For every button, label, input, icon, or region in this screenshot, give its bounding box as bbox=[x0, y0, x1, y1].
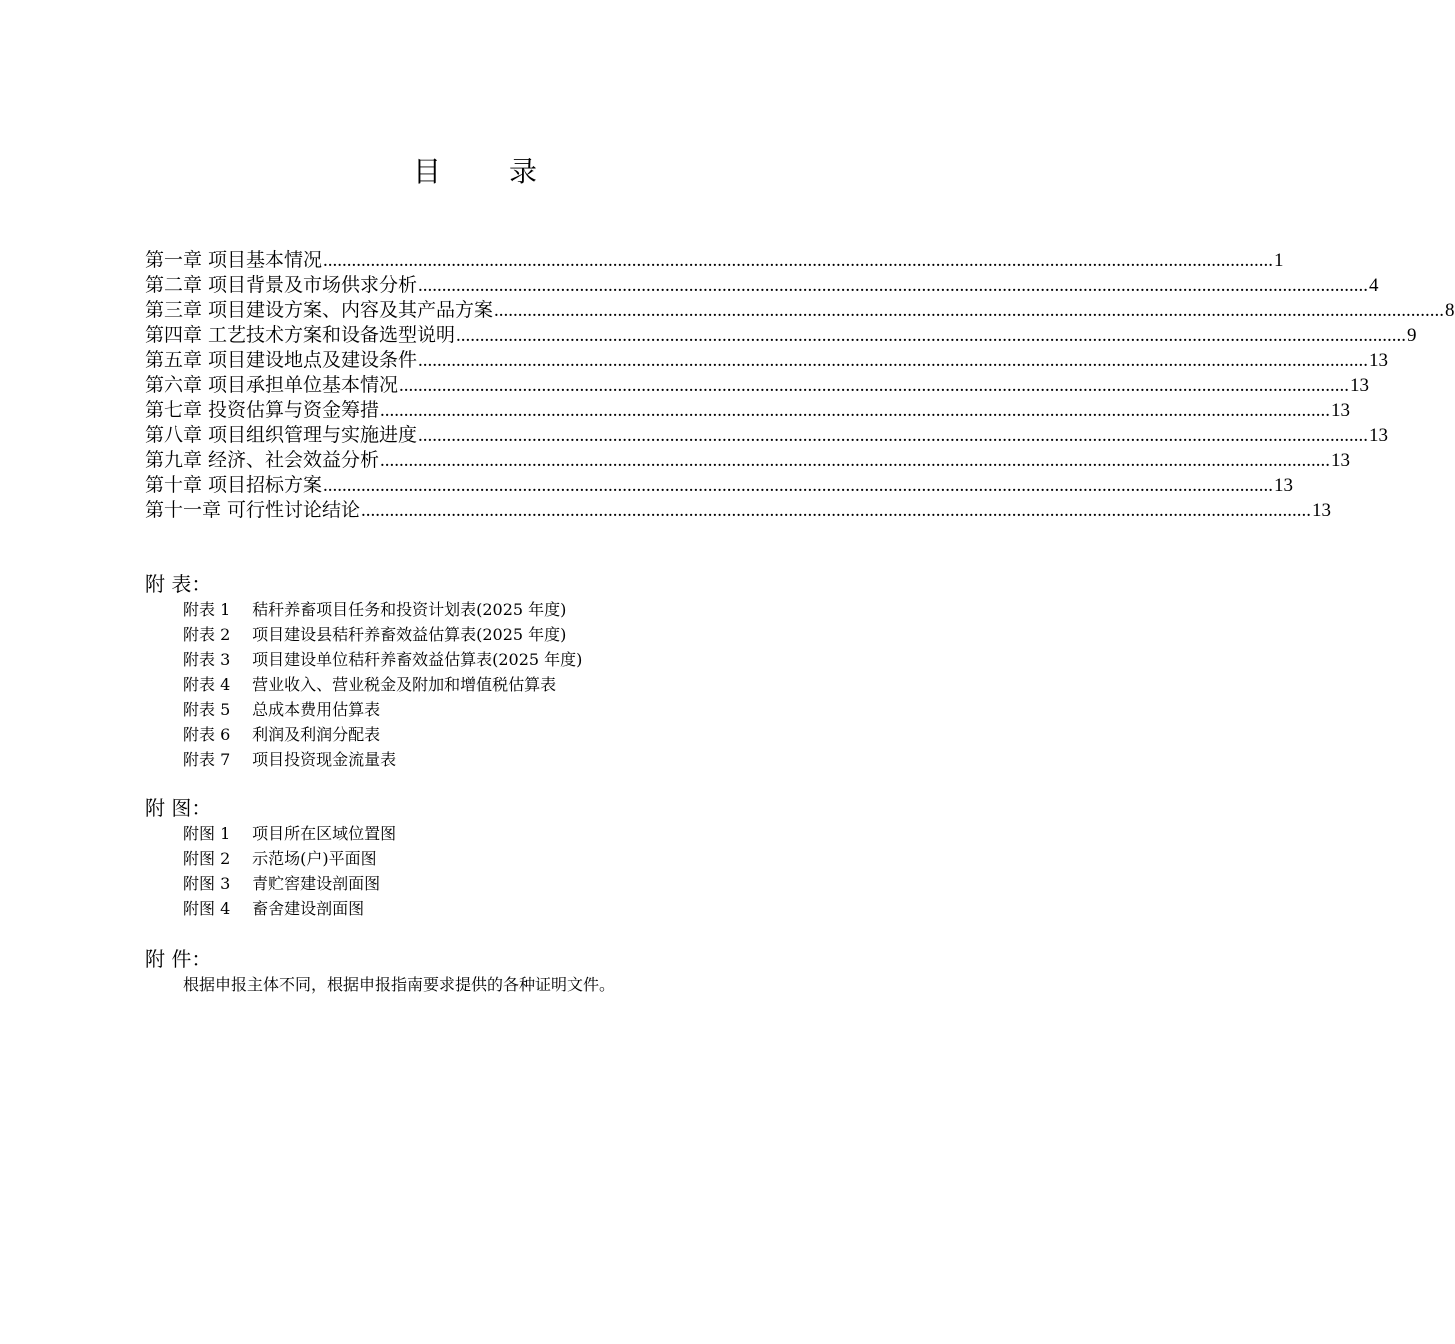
item-text: 青贮窖建设剖面图 bbox=[252, 874, 381, 893]
toc-entry-page: 13 bbox=[1369, 350, 1389, 371]
item-label: 附图 2 bbox=[183, 849, 231, 868]
table-of-contents bbox=[145, 248, 1455, 523]
toc-entry[interactable] bbox=[145, 423, 1389, 448]
appendix-tables-section bbox=[145, 571, 845, 772]
toc-entry[interactable] bbox=[145, 248, 1284, 273]
item-text: 项目建设县秸秆养畜效益估算表(2025 年度) bbox=[252, 625, 567, 644]
list-item bbox=[145, 647, 845, 672]
toc-dot-leader: ........................................................................................................................................................................................................ bbox=[418, 425, 1369, 446]
toc-entry-page: 13 bbox=[1350, 375, 1370, 396]
appendix-tables-heading: 附 表： bbox=[145, 572, 212, 596]
item-text: 示范场(户)平面图 bbox=[252, 849, 377, 868]
toc-entry-page: 13 bbox=[1312, 500, 1332, 521]
toc-entry-title: 第八章 项目组织管理与实施进度 bbox=[145, 424, 418, 446]
toc-entry-page: 13 bbox=[1331, 450, 1351, 471]
toc-dot-leader: ........................................................................................................................................................................................................ bbox=[399, 375, 1350, 396]
toc-dot-leader: ........................................................................................................................................................................................................ bbox=[456, 325, 1407, 346]
toc-entry-page: 8 bbox=[1445, 300, 1455, 321]
appendix-figures-section bbox=[145, 795, 845, 921]
item-label: 附表 7 bbox=[183, 750, 231, 769]
toc-entry[interactable] bbox=[145, 273, 1379, 298]
list-item bbox=[145, 722, 845, 747]
toc-dot-leader: ........................................................................................................................................................................................................ bbox=[323, 475, 1274, 496]
toc-entry[interactable] bbox=[145, 473, 1294, 498]
toc-entry-title: 第六章 项目承担单位基本情况 bbox=[145, 374, 399, 396]
list-item bbox=[145, 697, 845, 722]
attachments-text: 根据申报主体不同，根据申报指南要求提供的各种证明文件。 bbox=[183, 975, 616, 994]
item-label: 附表 4 bbox=[183, 675, 231, 694]
toc-dot-leader: ........................................................................................................................................................................................................ bbox=[418, 350, 1369, 371]
toc-entry-title: 第十章 项目招标方案 bbox=[145, 474, 323, 496]
toc-dot-leader: ........................................................................................................................................................................................................ bbox=[494, 300, 1445, 321]
list-item bbox=[145, 622, 845, 647]
toc-entry-title: 第三章 项目建设方案、内容及其产品方案 bbox=[145, 299, 494, 321]
toc-entry-page: 4 bbox=[1369, 275, 1379, 296]
toc-dot-leader: ........................................................................................................................................................................................................ bbox=[380, 400, 1331, 421]
toc-dot-leader: ........................................................................................................................................................................................................ bbox=[361, 500, 1312, 521]
list-item bbox=[145, 871, 845, 896]
toc-entry-title: 第四章 工艺技术方案和设备选型说明 bbox=[145, 324, 456, 346]
item-label: 附图 4 bbox=[183, 899, 231, 918]
item-label: 附图 1 bbox=[183, 824, 231, 843]
item-text: 畜舍建设剖面图 bbox=[252, 899, 365, 918]
list-item bbox=[145, 896, 845, 921]
list-item bbox=[145, 821, 845, 846]
item-label: 附表 2 bbox=[183, 625, 231, 644]
page-title: 目 录 bbox=[412, 155, 557, 188]
toc-entry-title: 第九章 经济、社会效益分析 bbox=[145, 449, 380, 471]
item-label: 附表 3 bbox=[183, 650, 231, 669]
toc-entry-page: 13 bbox=[1331, 400, 1351, 421]
item-text: 营业收入、营业税金及附加和增值税估算表 bbox=[252, 675, 557, 694]
item-text: 项目所在区域位置图 bbox=[252, 824, 397, 843]
appendix-figures-heading: 附 图： bbox=[145, 796, 212, 820]
toc-entry[interactable] bbox=[145, 448, 1351, 473]
toc-entry-title: 第十一章 可行性讨论结论 bbox=[145, 499, 361, 521]
item-text: 总成本费用估算表 bbox=[252, 700, 381, 719]
toc-entry[interactable] bbox=[145, 298, 1455, 323]
toc-entry[interactable] bbox=[145, 373, 1370, 398]
item-text: 项目建设单位秸秆养畜效益估算表(2025 年度) bbox=[252, 650, 583, 669]
list-item bbox=[145, 846, 845, 871]
attachments-section bbox=[145, 946, 845, 997]
item-label: 附表 6 bbox=[183, 725, 231, 744]
toc-entry-title: 第五章 项目建设地点及建设条件 bbox=[145, 349, 418, 371]
toc-dot-leader: ........................................................................................................................................................................................................ bbox=[418, 275, 1369, 296]
item-text: 利润及利润分配表 bbox=[252, 725, 381, 744]
toc-entry[interactable] bbox=[145, 498, 1332, 523]
toc-entry-title: 第二章 项目背景及市场供求分析 bbox=[145, 274, 418, 296]
toc-entry-title: 第一章 项目基本情况 bbox=[145, 249, 323, 271]
toc-entry-page: 13 bbox=[1274, 475, 1294, 496]
toc-dot-leader: ........................................................................................................................................................................................................ bbox=[380, 450, 1331, 471]
item-label: 附表 1 bbox=[183, 600, 231, 619]
item-text: 秸秆养畜项目任务和投资计划表(2025 年度) bbox=[252, 600, 567, 619]
list-item bbox=[145, 597, 845, 622]
item-label: 附表 5 bbox=[183, 700, 231, 719]
list-item bbox=[145, 672, 845, 697]
toc-entry[interactable] bbox=[145, 323, 1417, 348]
item-label: 附图 3 bbox=[183, 874, 231, 893]
toc-entry[interactable] bbox=[145, 348, 1389, 373]
toc-entry-page: 9 bbox=[1407, 325, 1417, 346]
toc-entry-title: 第七章 投资估算与资金筹措 bbox=[145, 399, 380, 421]
toc-dot-leader: ........................................................................................................................................................................................................ bbox=[323, 250, 1274, 271]
list-item bbox=[145, 747, 845, 772]
item-text: 项目投资现金流量表 bbox=[252, 750, 397, 769]
toc-entry-page: 1 bbox=[1274, 250, 1284, 271]
attachments-heading: 附 件： bbox=[145, 947, 212, 971]
toc-entry[interactable] bbox=[145, 398, 1351, 423]
toc-entry-page: 13 bbox=[1369, 425, 1389, 446]
